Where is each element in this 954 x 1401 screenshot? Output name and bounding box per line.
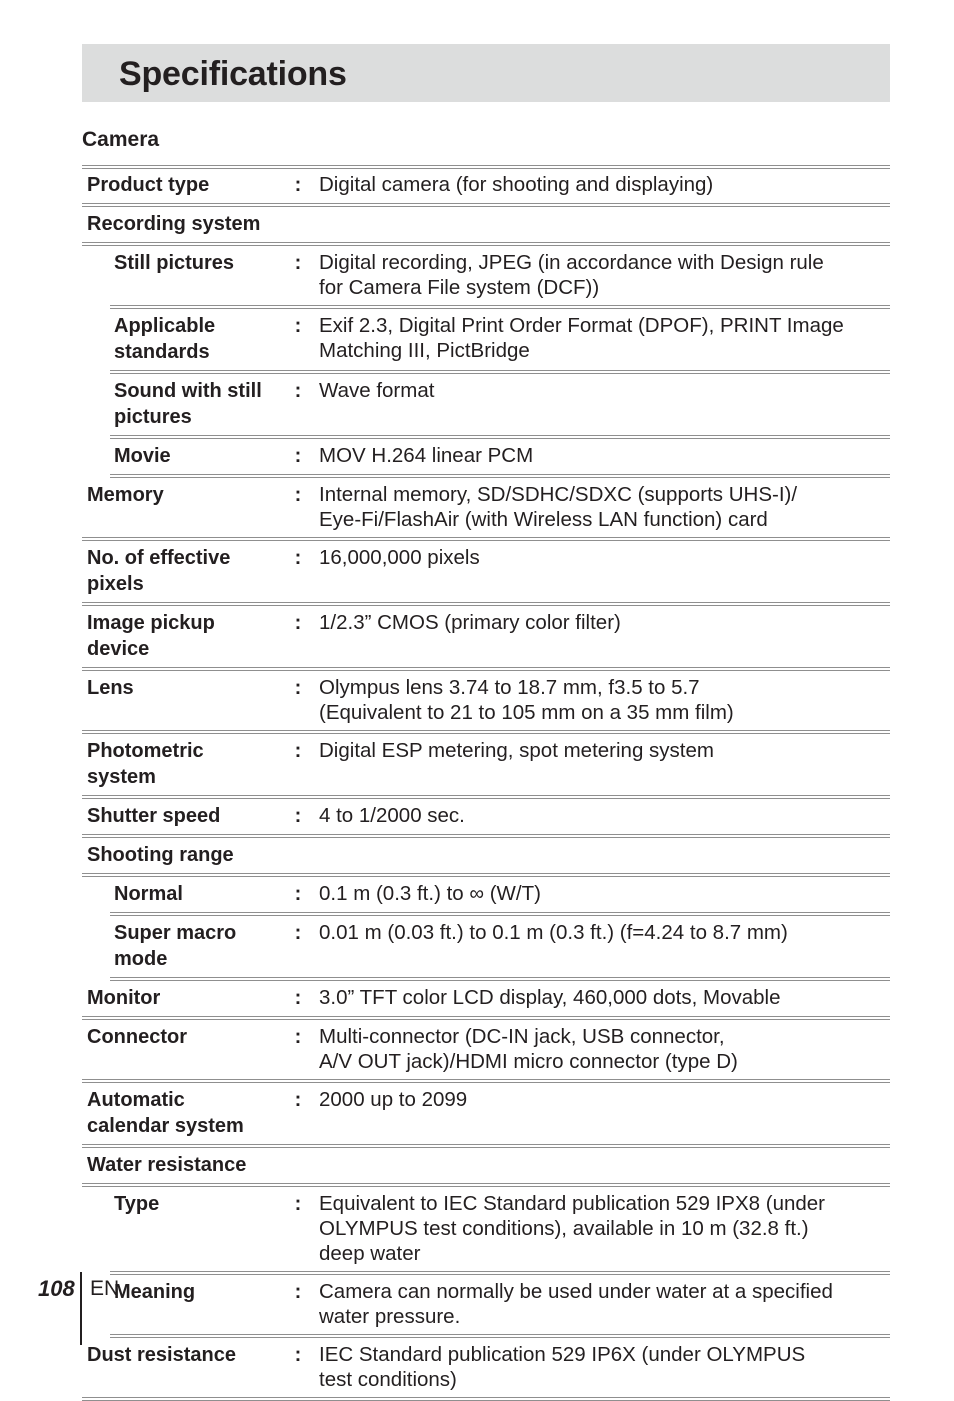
spec-separator: : <box>294 547 302 569</box>
footer-rule <box>80 1272 82 1345</box>
spec-separator: : <box>294 740 302 762</box>
spec-row <box>110 439 890 478</box>
spec-value: Wave format <box>319 379 435 402</box>
spec-row <box>82 541 890 606</box>
spec-row <box>82 606 890 671</box>
spec-value: MOV H.264 linear PCM <box>319 444 534 467</box>
spec-label: Type <box>114 1193 160 1215</box>
spec-row <box>110 1187 890 1275</box>
spec-label: Monitor <box>87 987 161 1009</box>
spec-row <box>82 478 890 541</box>
spec-value: 4 to 1/2000 sec. <box>319 804 465 827</box>
spec-label: Dust resistance <box>87 1344 236 1366</box>
spec-group-row <box>82 207 890 246</box>
spec-label: Meaning <box>114 1281 196 1303</box>
spec-value: 1/2.3” CMOS (primary color filter) <box>319 611 621 634</box>
title-bar <box>82 44 890 102</box>
spec-label: Normal <box>114 883 183 905</box>
spec-separator: : <box>294 315 302 337</box>
spec-group-row <box>82 1148 890 1187</box>
spec-value: 16,000,000 pixels <box>319 546 480 569</box>
spec-value: Olympus lens 3.74 to 18.7 mm, f3.5 to 5.7 (Equivalent to 21 to 105 mm on a 35 mm film) <box>319 676 734 724</box>
spec-separator: : <box>294 922 302 944</box>
spec-label: Shutter speed <box>87 805 221 827</box>
spec-separator: : <box>294 1344 302 1366</box>
spec-label: Memory <box>87 484 164 506</box>
spec-label: Movie <box>114 445 171 467</box>
spec-separator: : <box>294 1026 302 1048</box>
page-number: 108 <box>38 1276 75 1301</box>
spec-row <box>110 1275 890 1338</box>
spec-row <box>82 799 890 838</box>
spec-row <box>82 981 890 1020</box>
spec-table <box>82 168 890 1401</box>
spec-separator: : <box>294 1281 302 1303</box>
page-title: Specifications <box>119 55 347 93</box>
spec-group-row <box>82 838 890 877</box>
spec-separator: : <box>294 677 302 699</box>
spec-separator: : <box>294 1089 302 1111</box>
spec-value: Exif 2.3, Digital Print Order Format (DPOF), PRINT Image Matching III, PictBridge <box>319 314 844 362</box>
spec-row <box>82 671 890 734</box>
section-heading: Camera <box>82 128 160 151</box>
spec-separator: : <box>294 174 302 196</box>
spec-value: Multi-connector (DC-IN jack, USB connector, A/V OUT jack)/HDMI micro connector (type D) <box>319 1025 738 1073</box>
spec-separator: : <box>294 252 302 274</box>
spec-separator: : <box>294 987 302 1009</box>
spec-value: Digital recording, JPEG (in accordance with Design rule for Camera File system (DCF)) <box>319 251 824 299</box>
spec-label: Recording system <box>87 213 261 235</box>
spec-row <box>82 1020 890 1083</box>
spec-label: Image pickup device <box>87 612 215 660</box>
spec-row <box>82 734 890 799</box>
spec-label: Product type <box>87 174 210 196</box>
spec-label: Water resistance <box>87 1154 247 1176</box>
spec-row <box>110 246 890 309</box>
spec-label: Applicable standards <box>114 315 216 363</box>
spec-label: No. of effective pixels <box>87 547 231 595</box>
spec-row <box>110 877 890 916</box>
spec-separator: : <box>294 612 302 634</box>
spec-label: Shooting range <box>87 844 234 866</box>
spec-value: 2000 up to 2099 <box>319 1088 468 1111</box>
spec-label: Super macro mode <box>114 922 237 970</box>
spec-row <box>110 309 890 374</box>
spec-label: Photometric system <box>87 740 204 788</box>
spec-row <box>82 168 890 207</box>
spec-label: Lens <box>87 677 134 699</box>
spec-row <box>110 916 890 981</box>
spec-separator: : <box>294 883 302 905</box>
spec-value: Equivalent to IEC Standard publication 529 IPX8 (under OLYMPUS test conditions), available in 10 m (32.8 ft.) deep water <box>319 1192 825 1265</box>
spec-separator: : <box>294 1193 302 1215</box>
spec-label: Automatic calendar system <box>87 1089 244 1137</box>
spec-value: Digital ESP metering, spot metering system <box>319 739 714 762</box>
spec-row <box>82 1338 890 1401</box>
spec-value: 3.0” TFT color LCD display, 460,000 dots, Movable <box>319 986 781 1009</box>
page-language: EN <box>90 1277 120 1300</box>
spec-separator: : <box>294 445 302 467</box>
spec-label: Sound with still pictures <box>114 380 262 428</box>
spec-separator: : <box>294 380 302 402</box>
spec-value: 0.01 m (0.03 ft.) to 0.1 m (0.3 ft.) (f=4.24 to 8.7 mm) <box>319 921 788 944</box>
spec-value: IEC Standard publication 529 IP6X (under OLYMPUS test conditions) <box>319 1343 806 1391</box>
spec-row <box>82 1083 890 1148</box>
spec-label: Connector <box>87 1026 187 1048</box>
spec-value: Digital camera (for shooting and displaying) <box>319 173 714 196</box>
spec-separator: : <box>294 484 302 506</box>
spec-value: Internal memory, SD/SDHC/SDXC (supports UHS-I)/ Eye-Fi/FlashAir (with Wireless LAN function) card <box>319 483 798 531</box>
spec-row <box>110 374 890 439</box>
spec-value: Camera can normally be used under water at a specified water pressure. <box>319 1280 833 1328</box>
spec-value: 0.1 m (0.3 ft.) to ∞ (W/T) <box>319 882 541 905</box>
spec-separator: : <box>294 805 302 827</box>
spec-label: Still pictures <box>114 252 235 274</box>
